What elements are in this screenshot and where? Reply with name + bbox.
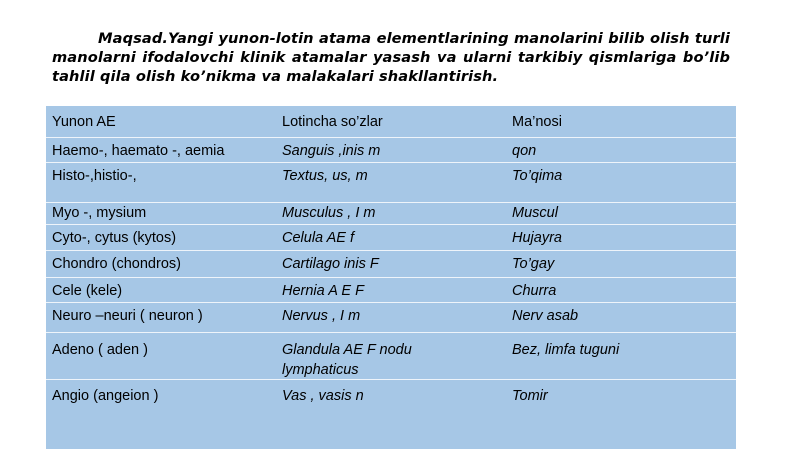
table-row (46, 138, 736, 163)
meaning-cell: Tomir (512, 388, 548, 404)
latin-cell: Celula AE f (282, 230, 354, 246)
meaning-cell: Nerv asab (512, 308, 579, 324)
greek-cell: Neuro –neuri ( neuron ) (52, 308, 203, 324)
table-row (46, 278, 736, 303)
greek-cell: Histo-,histio-, (52, 168, 137, 184)
header-latin: Lotincha so’zlar (282, 114, 383, 130)
table-header-row (46, 106, 736, 138)
latin-cell: Textus, us, m (282, 168, 368, 184)
intro-paragraph: Maqsad.Yangi yunon-lotin atama elementlarining manolarini bilib olish turli manolarni ifodalovchi klinik atamalar yasash va ularni tarkibiy qismlariga bo’lib tahlil qila olish ko’nikma va malakalari shakllantirish. (52, 30, 730, 85)
latin-cell: Vas , vasis n (282, 388, 364, 404)
meaning-cell: Bez, limfa tuguni (512, 342, 620, 358)
greek-cell: Cele (kele) (52, 283, 123, 299)
greek-cell: Chondro (chondros) (52, 256, 181, 272)
terms-table (46, 106, 736, 449)
table-row (46, 225, 736, 251)
table-row (46, 163, 736, 203)
meaning-cell: To’gay (512, 256, 555, 272)
table-row (46, 251, 736, 278)
latin-cell: Sanguis ,inis m (282, 143, 381, 159)
greek-cell: Myo -, mysium (52, 205, 147, 221)
greek-cell: Cyto-, cytus (kytos) (52, 230, 177, 246)
table-row (46, 203, 736, 225)
table-row (46, 380, 736, 449)
meaning-cell: Churra (512, 283, 557, 299)
table-row (46, 303, 736, 333)
latin-cell: Musculus , I m (282, 205, 376, 221)
meaning-cell: qon (512, 143, 537, 159)
greek-cell: Haemo-, haemato -, aemia (52, 143, 225, 159)
header-greek: Yunon AE (52, 114, 116, 130)
latin-cell: Hernia A E F (282, 283, 364, 299)
meaning-cell: To’qima (512, 168, 563, 184)
latin-cell: Cartilago inis F (282, 256, 379, 272)
greek-cell: Angio (angeion ) (52, 388, 159, 404)
meaning-cell: Hujayra (512, 230, 562, 246)
latin-cell: Nervus , I m (282, 308, 361, 324)
header-meaning: Ma’nosi (512, 114, 562, 130)
latin-cell: Glandula AE F nodu lymphaticus (282, 342, 412, 378)
table-row (46, 333, 736, 380)
meaning-cell: Muscul (512, 205, 558, 221)
greek-cell: Adeno ( aden ) (52, 342, 148, 358)
